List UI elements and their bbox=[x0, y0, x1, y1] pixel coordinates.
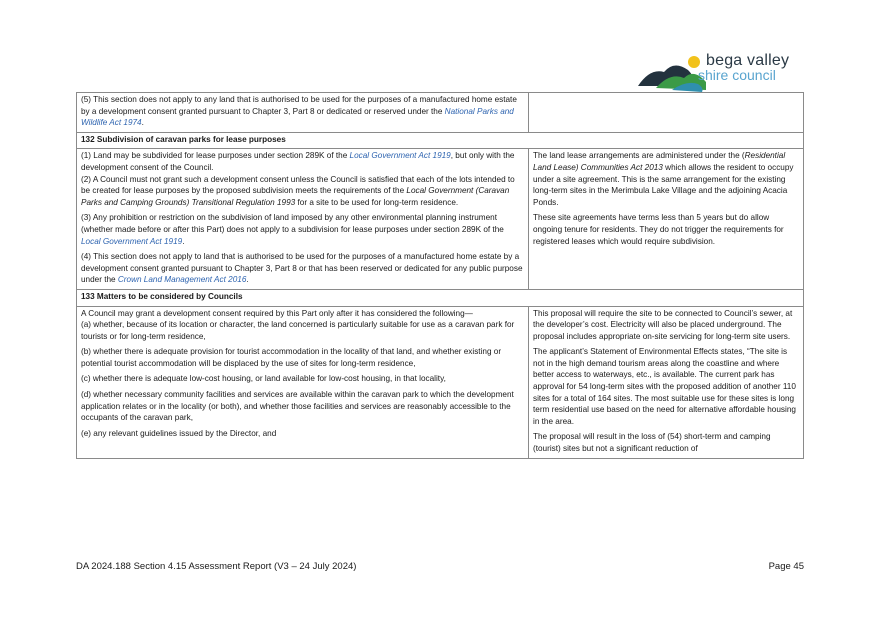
clause-paragraph: (d) whether necessary community facilities and services are available within the caravan park to which the development application relates or in the locality (or both), and whether those facilities and services are reasonably accessible to the occupants of the caravan park, bbox=[81, 390, 514, 423]
clause-text: , but only with the development consent of the Council. bbox=[81, 151, 515, 172]
comment-text: The land lease arrangements are administered under the ( bbox=[533, 151, 745, 161]
clause-paragraph: (e) any relevant guidelines issued by the Director, and bbox=[81, 428, 277, 438]
table-cell bbox=[529, 306, 804, 458]
clause-paragraph bbox=[81, 150, 524, 173]
table-cell bbox=[529, 93, 804, 133]
regulation-title: Local Government (Caravan Parks and Camping Grounds) Transitional Regulation 1993 bbox=[81, 186, 510, 207]
logo-line-1: bega valley bbox=[706, 52, 790, 69]
table-row bbox=[77, 93, 804, 133]
assessment-table bbox=[76, 92, 804, 459]
clause-text: for a site to be used for long-term residence. bbox=[295, 197, 459, 207]
clause-paragraph: A Council may grant a development consent required by this Part only after it has considered the following— bbox=[81, 308, 473, 318]
table-cell bbox=[77, 306, 529, 458]
clause-text: (3) Any prohibition or restriction on the subdivision of land imposed by any other environmental planning instrument (whether made before or after this Part) does not apply to a subdivision for lease purposes under section 289K of the bbox=[81, 213, 504, 234]
table-row bbox=[77, 306, 804, 458]
table-cell bbox=[77, 149, 529, 290]
comment-paragraph: This proposal will require the site to be connected to Council’s sewer, at the developer’s cost. Electricity will also be placed underground. The proposal includes appropriate on-site servicing for long-term site users. bbox=[533, 308, 793, 341]
clause-paragraph bbox=[81, 212, 524, 247]
act-link[interactable]: National Parks and Wildlife Act 1974 bbox=[81, 106, 514, 128]
comment-paragraph: The applicant’s Statement of Environmental Effects states, “The site is not in the high demand tourism areas along the coastline and where better access to waterways, etc., is available. The current park has approval for 54 long-term sites with the proposed addition of another 110 sites for a total of 164 sites. The most suitable use for these sites is long term residential use based on the need for alternative affordable housing in the area. bbox=[533, 347, 796, 426]
clause-paragraph bbox=[81, 251, 524, 286]
comment-text: which allows the resident to occupy under a site agreement. This is the same arrangement for the existing long-term sites in the Merimbula Lake Village and the adjoining Acacia Ponds. bbox=[533, 162, 794, 207]
table-row bbox=[77, 132, 804, 149]
table-row bbox=[77, 289, 804, 306]
clause-text: (2) A Council must not grant such a development consent unless the Council is satisfied that each of the lots intended to be created for lease purposes by the proposed subdivision meets the requirements of the bbox=[81, 174, 515, 196]
table-cell bbox=[77, 93, 529, 133]
act-link[interactable]: Local Government Act 1919 bbox=[349, 151, 451, 161]
comment-paragraph: The proposal will result in the loss of (54) short-term and camping (tourist) sites but not a significant reduction of bbox=[533, 432, 771, 454]
clause-paragraph: (c) whether there is adequate low-cost housing, or land available for low-cost housing, in that locality, bbox=[81, 374, 446, 384]
clause-paragraph bbox=[81, 94, 524, 129]
comment-paragraph: These site agreements have terms less than 5 years but do allow ongoing tenure for residents. They do not trigger the requirements for registered leases which would require subdivision. bbox=[533, 213, 784, 246]
table-cell bbox=[529, 149, 804, 290]
act-title: Residential Land Lease) Communities Act 2013 bbox=[533, 151, 786, 172]
act-link[interactable]: Local Government Act 1919 bbox=[81, 236, 183, 246]
clause-paragraph: (a) whether, because of its location or character, the land concerned is particularly suitable for use as a caravan park for tourists or for long-term residence, bbox=[81, 320, 515, 341]
clause-text: (5) This section does not apply to any land that is authorised to be used for the purposes of a manufactured home estate by a development consent granted pursuant to Chapter 3, Part 8 or dedicated or reserved under the bbox=[81, 95, 517, 116]
clause-text: (1) Land may be subdivided for lease purposes under section 289K of the bbox=[81, 151, 350, 161]
clause-text: . bbox=[182, 236, 185, 246]
footer-report-title: DA 2024.188 Section 4.15 Assessment Report (V3 – 24 July 2024) bbox=[76, 561, 357, 572]
table-row bbox=[77, 149, 804, 290]
footer-page-number: Page 45 bbox=[768, 561, 804, 572]
section-heading: 132 Subdivision of caravan parks for lease purposes bbox=[77, 132, 804, 149]
clause-text: . bbox=[246, 275, 249, 285]
clause-text: (4) This section does not apply to land that is authorised to be used for the purposes of a manufactured home estate by a development consent granted pursuant to Chapter 3, Part 8 or that has been reserved or dedicated for any public purpose under the bbox=[81, 252, 523, 285]
act-link[interactable]: Crown Land Management Act 2016 bbox=[117, 275, 247, 285]
logo-line-2: shire council bbox=[698, 67, 776, 83]
clause-text: . bbox=[141, 118, 144, 128]
section-heading: 133 Matters to be considered by Councils bbox=[77, 289, 804, 306]
clause-paragraph: (b) whether there is adequate provision for tourist accommodation in the locality of that land, and whether existing or potential tourist accommodation will be displaced by the use of sites for long-term residence, bbox=[81, 347, 502, 368]
comment-paragraph bbox=[533, 150, 799, 208]
clause-paragraph bbox=[81, 174, 524, 209]
